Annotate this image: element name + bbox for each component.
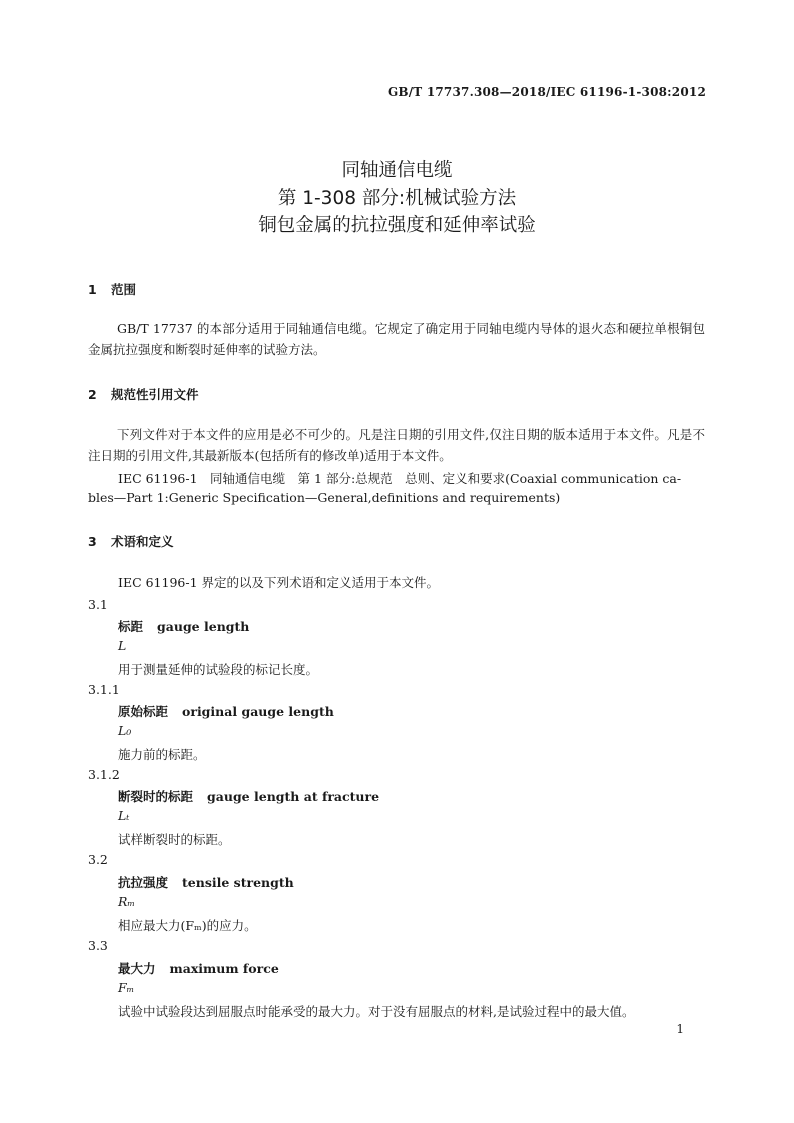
term-en: maximum force [169, 961, 279, 976]
section-1-title: 范围 [111, 282, 137, 297]
term-number: 3.3 [88, 938, 108, 953]
standard-code-header: GB/T 17737.308—2018/IEC 61196-1-308:2012 [387, 85, 706, 99]
term-en: original gauge length [182, 704, 334, 719]
term-zh: 断裂时的标距 [118, 789, 194, 804]
title-line-2: 第 1-308 部分:机械试验方法 [277, 188, 517, 209]
term-definition: 施力前的标距。 [118, 747, 206, 762]
term-number: 3.1 [88, 597, 108, 612]
reference-line-1: IEC 61196-1 同轴通信电缆 第 1 部分:总规范 总则、定义和要求(Coaxial communication ca- [118, 471, 682, 486]
page-number: 1 [676, 1022, 684, 1036]
term-definition: 相应最大力(Fₘ)的应力。 [118, 918, 257, 933]
term-definition: 试验中试验段达到屈服点时能承受的最大力。对于没有屈服点的材料,是试验过程中的最大值。 [118, 1004, 635, 1019]
term-zh: 抗拉强度 [118, 875, 169, 890]
term-en: tensile strength [182, 875, 294, 890]
term-symbol: Lₜ [118, 808, 130, 823]
term-en: gauge length at fracture [207, 789, 380, 804]
term-zh: 标距 [118, 619, 144, 634]
term-heading [118, 873, 294, 891]
term-number: 3.2 [88, 852, 108, 867]
reference-line-2: bles—Part 1:Generic Specification—General,definitions and requirements) [88, 490, 561, 505]
title-line-1: 同轴通信电缆 [341, 160, 453, 181]
term-zh: 最大力 [118, 961, 156, 976]
section-1-body: GB/T 17737 的本部分适用于同轴通信电缆。它规定了确定用于同轴电缆内导体的退火态和硬拉单根铜包金属抗拉强度和断裂时延伸率的试验方法。 [88, 321, 705, 357]
section-3-number: 3 [88, 534, 97, 549]
term-symbol: Fₘ [118, 980, 135, 995]
term-zh: 原始标距 [118, 704, 169, 719]
term-symbol: Rₘ [118, 894, 136, 909]
section-1-number: 1 [88, 282, 97, 297]
section-2-heading [88, 385, 199, 403]
section-3-heading [88, 532, 174, 550]
term-heading [118, 787, 379, 805]
section-2-number: 2 [88, 387, 97, 402]
term-definition: 用于测量延伸的试验段的标记长度。 [118, 662, 319, 677]
term-number: 3.1.2 [88, 767, 120, 782]
section-2-title: 规范性引用文件 [111, 387, 199, 402]
term-definition: 试样断裂时的标距。 [118, 832, 231, 847]
term-heading [118, 702, 334, 720]
term-heading [118, 617, 249, 635]
term-heading [118, 959, 279, 977]
term-number: 3.1.1 [88, 682, 120, 697]
section-2-body: 下列文件对于本文件的应用是必不可少的。凡是注日期的引用文件,仅注日期的版本适用于本文件。凡是不注日期的引用文件,其最新版本(包括所有的修改单)适用于本文件。 [88, 427, 705, 463]
term-symbol: L₀ [118, 723, 132, 738]
title-line-3: 铜包金属的抗拉强度和延伸率试验 [258, 215, 536, 236]
section-1-heading [88, 280, 136, 298]
term-symbol: L [118, 638, 127, 653]
section-3-intro: IEC 61196-1 界定的以及下列术语和定义适用于本文件。 [118, 575, 440, 590]
term-en: gauge length [157, 619, 250, 634]
section-3-title: 术语和定义 [111, 534, 174, 549]
